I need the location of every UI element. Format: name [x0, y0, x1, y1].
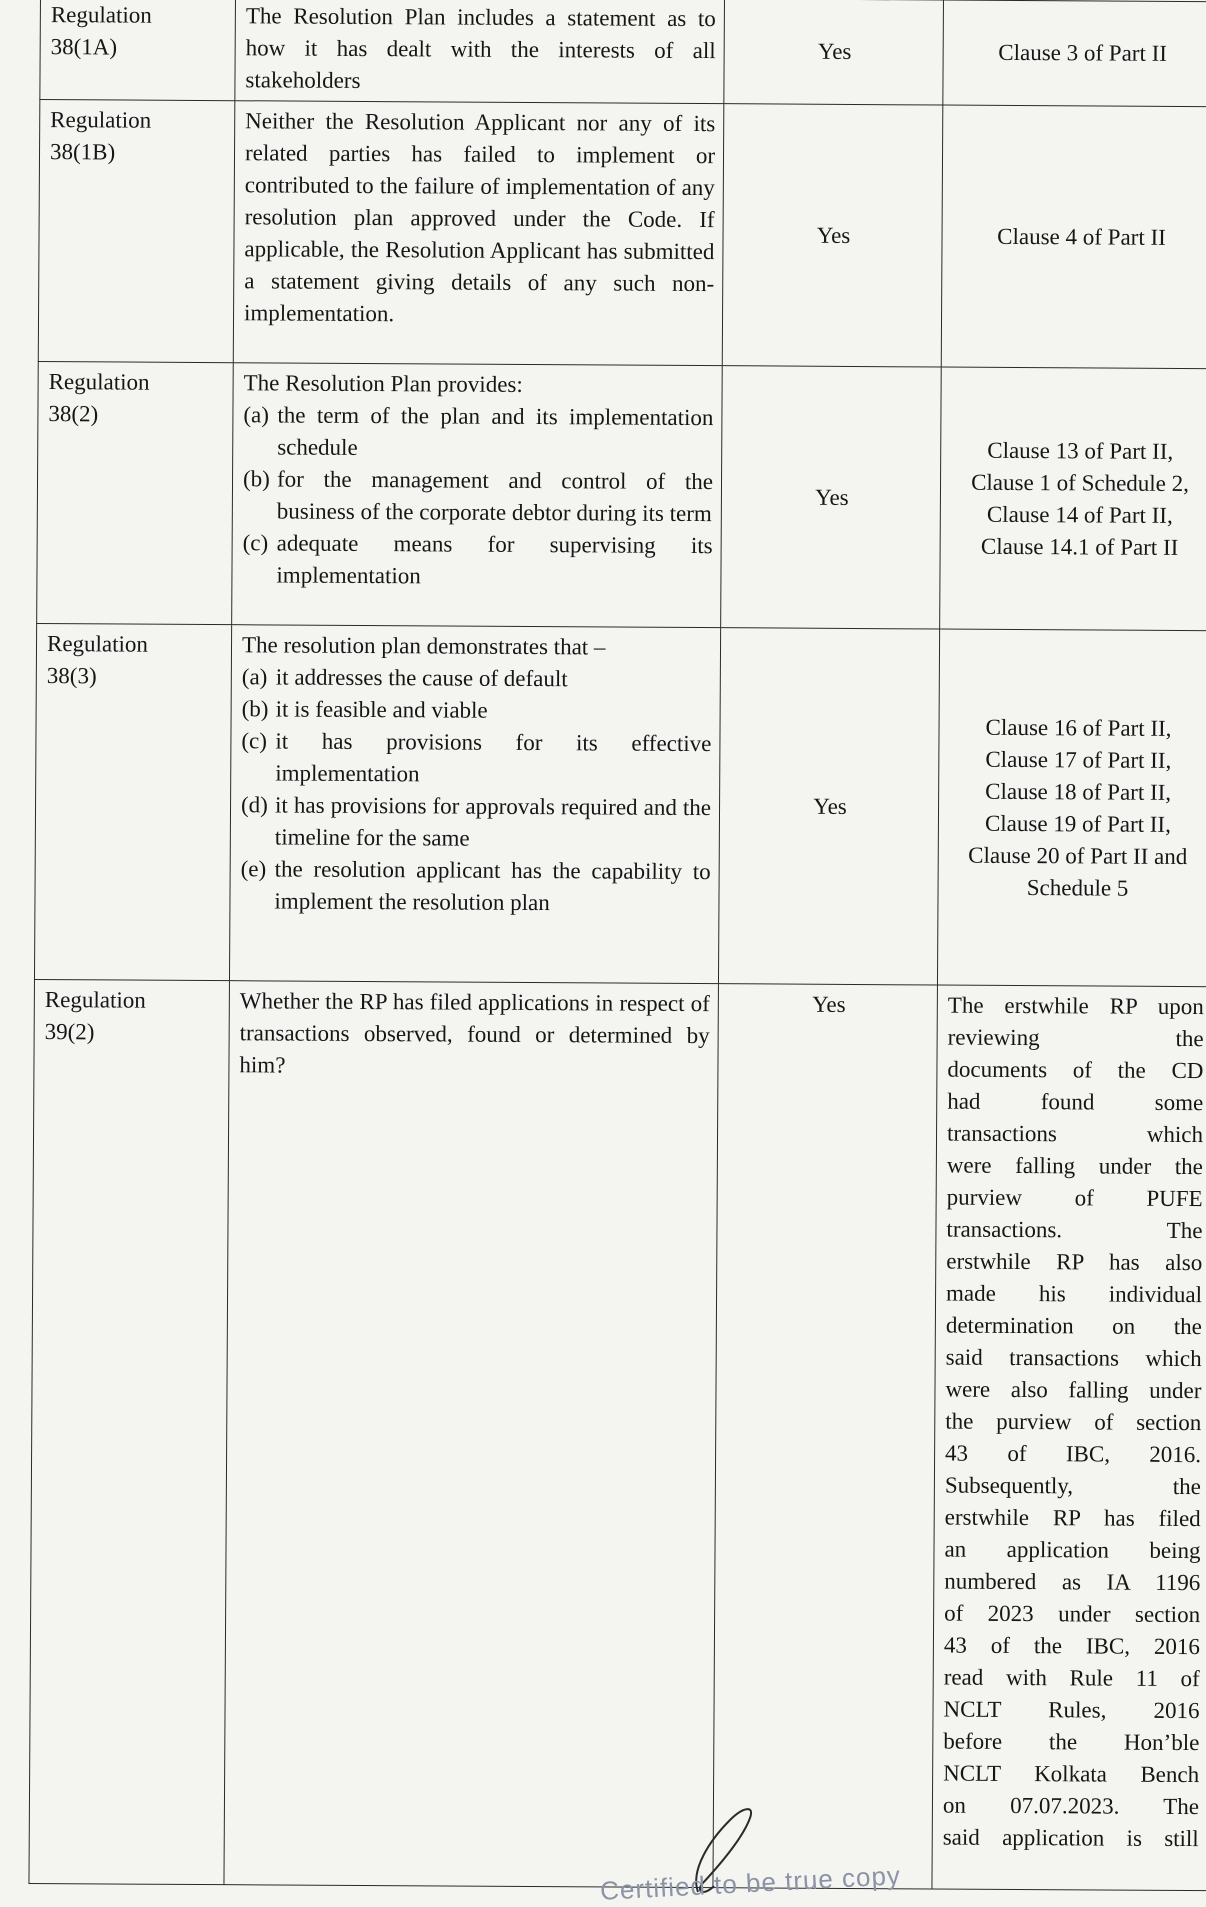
- detail-line: Subsequently, the: [944, 1472, 1201, 1500]
- item-marker: (a): [241, 664, 268, 690]
- requirement-intro: The resolution plan demonstrates that –: [241, 632, 606, 660]
- detail-line: were also falling under: [945, 1376, 1202, 1404]
- detail-line: read with Rule 11 of: [943, 1664, 1200, 1692]
- requirement-cell: Whether the RP has filed applications in respect of transactions observed, found or determined by him?: [239, 988, 710, 1078]
- item-text: it has provisions for approvals required and the timeline for the same: [274, 792, 712, 851]
- certified-copy-stamp: Certified to be true copy: [599, 1860, 902, 1906]
- detail-line: NCLT Rules, 2016: [943, 1696, 1200, 1724]
- clause-cell: Clause 3 of Part II: [998, 39, 1168, 66]
- item-marker: (e): [240, 856, 267, 882]
- detail-line: had found some: [947, 1088, 1204, 1116]
- list-item: [241, 725, 711, 792]
- detail-line: before the Hon’ble: [943, 1728, 1200, 1756]
- compliance-cell: Yes: [815, 484, 849, 510]
- item-text: it has provisions for its effective implementation: [275, 728, 712, 787]
- detail-line: on 07.07.2023. The: [942, 1792, 1200, 1820]
- item-text: the term of the plan and its implementation schedule: [277, 402, 714, 460]
- requirement-intro: The Resolution Plan provides:: [243, 370, 523, 397]
- compliance-cell: Yes: [817, 38, 852, 64]
- clause-line: Schedule 5: [1026, 874, 1129, 901]
- compliance-table: [28, 0, 1206, 1891]
- list-item: [242, 527, 712, 594]
- item-text: it is feasible and viable: [275, 696, 488, 723]
- item-marker: (c): [241, 728, 268, 754]
- clause-cell: [951, 434, 1206, 564]
- detail-line: transactions which: [946, 1120, 1204, 1148]
- detail-line: transactions. The: [946, 1216, 1203, 1244]
- clause-line: Clause 17 of Part II,: [985, 746, 1172, 773]
- detail-line: an application being: [944, 1536, 1201, 1564]
- detail-line: of 2023 under section: [944, 1600, 1201, 1628]
- detail-line: determination on the: [945, 1312, 1202, 1340]
- list-item: [243, 399, 713, 466]
- item-text: adequate means for supervising its implementation: [276, 530, 713, 589]
- list-item: [243, 463, 713, 530]
- clause-line: Clause 20 of Part II and: [968, 842, 1188, 869]
- requirement-cell: The Resolution Plan includes a statement as to how it has dealt with the interests of all stakeholders: [245, 3, 716, 93]
- regulation-cell: Regulation 38(2): [48, 369, 150, 427]
- compliance-cell: Yes: [816, 222, 851, 248]
- clause-line: Clause 14 of Part II,: [986, 501, 1173, 528]
- list-item: [241, 789, 711, 856]
- table-row: [40, 0, 1206, 107]
- clause-line: Clause 16 of Part II,: [985, 714, 1172, 741]
- detail-line: numbered as IA 1196: [944, 1568, 1201, 1596]
- table-row: [34, 623, 1206, 986]
- compliance-cell: Yes: [812, 991, 846, 1017]
- regulation-cell: Regulation 38(3): [46, 631, 149, 689]
- detail-line: purview of PUFE: [946, 1184, 1203, 1212]
- detail-line: documents of the CD: [947, 1056, 1204, 1084]
- item-marker: (b): [241, 696, 269, 722]
- compliance-cell: Yes: [813, 793, 847, 819]
- detail-line: 43 of IBC, 2016.: [945, 1440, 1202, 1468]
- list-item: [240, 853, 710, 920]
- detail-line: The erstwhile RP upon: [947, 992, 1204, 1020]
- list-item: [242, 693, 712, 728]
- list-item: [242, 661, 712, 696]
- detail-line: reviewing the: [947, 1024, 1204, 1052]
- item-marker: (b): [242, 466, 270, 492]
- clause-cell: [948, 711, 1206, 905]
- regulation-cell: Regulation 38(1A): [50, 2, 152, 60]
- item-marker: (a): [243, 402, 270, 428]
- item-text: for the management and control of the business of the corporate debtor during its term: [276, 466, 714, 527]
- clause-line: Clause 1 of Schedule 2,: [971, 469, 1190, 496]
- clause-line: Clause 19 of Part II,: [984, 810, 1171, 837]
- requirement-cell: Neither the Resolution Applicant nor any of its related parties has failed to implement or contributed to the failure of implementation of any resolution plan approved under the Code. If applicable, the Resolution Applicant has submitted a statement giving details of any such non-implementation.: [243, 108, 716, 327]
- detail-line: said transactions which: [945, 1344, 1202, 1372]
- item-marker: (c): [242, 530, 269, 556]
- item-marker: (d): [240, 792, 268, 818]
- detail-line: NCLT Kolkata Bench: [943, 1760, 1200, 1788]
- item-text: it addresses the cause of default: [275, 664, 568, 692]
- clause-line: Clause 13 of Part II,: [987, 437, 1174, 464]
- detail-line: 43 of the IBC, 2016: [943, 1632, 1201, 1660]
- table-row: [37, 361, 1206, 630]
- clause-line: Clause 18 of Part II,: [985, 778, 1172, 805]
- table-row: [38, 100, 1206, 369]
- detail-line: made his individual: [946, 1280, 1203, 1308]
- detail-line: said application is still: [942, 1824, 1199, 1852]
- regulation-cell: Regulation 39(2): [44, 987, 146, 1045]
- clause-line: Clause 14.1 of Part II: [980, 533, 1179, 560]
- detail-line: were falling under the: [946, 1152, 1203, 1180]
- detail-line: erstwhile RP has filed: [944, 1504, 1201, 1532]
- table-row: [29, 979, 1206, 1890]
- detail-line: erstwhile RP has also: [946, 1248, 1203, 1276]
- item-text: the resolution applicant has the capability to implement the resolution plan: [274, 856, 711, 916]
- regulation-cell: Regulation 38(1B): [49, 107, 152, 165]
- detail-line: the purview of section: [945, 1408, 1202, 1436]
- clause-cell: Clause 4 of Part II: [997, 223, 1166, 250]
- detail-text: [943, 990, 1204, 1856]
